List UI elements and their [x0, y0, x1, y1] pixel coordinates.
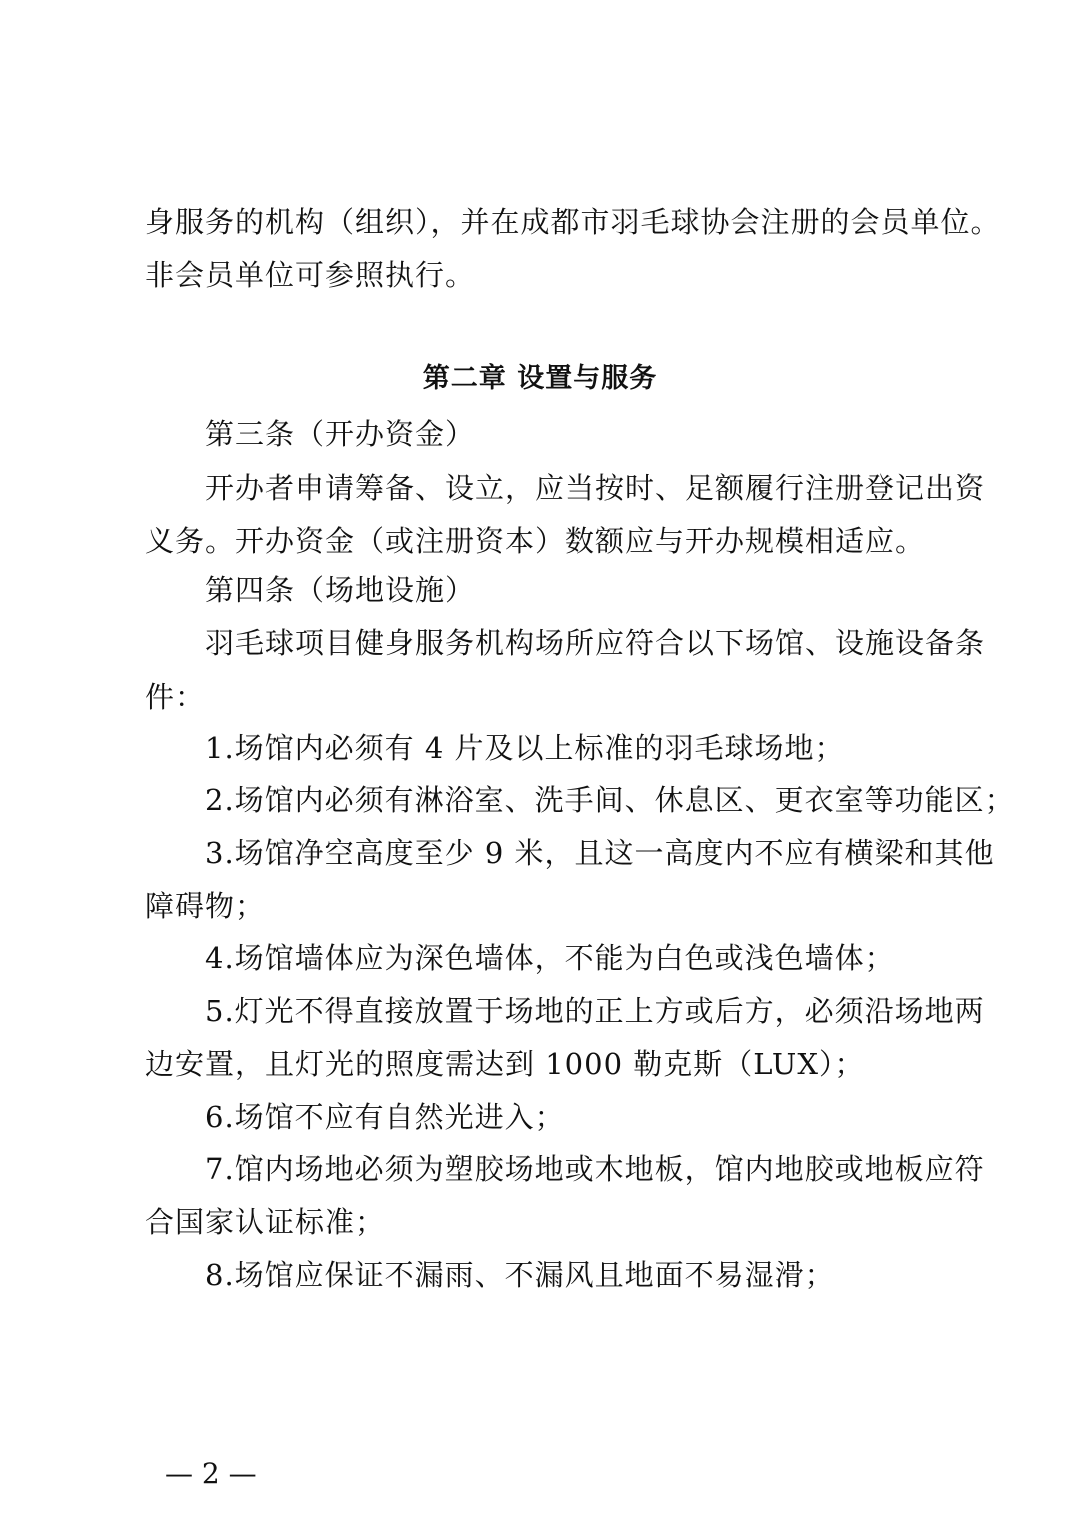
paragraph-line: 身服务的机构（组织），并在成都市羽毛球协会注册的会员单位。: [145, 205, 1001, 239]
chapter-heading: 第二章 设置与服务: [422, 363, 658, 394]
list-item: 3.场馆净空高度至少 9 米，且这一高度内不应有横梁和其他: [205, 836, 995, 870]
list-item: 2.场馆内必须有淋浴室、洗手间、休息区、更衣室等功能区；: [205, 783, 1015, 817]
list-item: 7.馆内场地必须为塑胶场地或木地板，馆内地胶或地板应符: [205, 1152, 985, 1186]
article-title: 第四条（场地设施）: [205, 573, 476, 607]
paragraph-line: 非会员单位可参照执行。: [145, 258, 476, 292]
article-body-line: 羽毛球项目健身服务机构场所应符合以下场馆、设施设备条: [205, 626, 986, 660]
list-item: 1.场馆内必须有 4 片及以上标准的羽毛球场地；: [205, 731, 845, 765]
article-title: 第三条（开办资金）: [205, 417, 476, 451]
article-body-line: 义务。开办资金（或注册资本）数额应与开办规模相适应。: [145, 524, 926, 558]
article-body-line: 开办者申请筹备、设立，应当按时、足额履行注册登记出资: [205, 471, 986, 505]
article-body-line: 件：: [145, 680, 206, 714]
page-number: — 2 —: [165, 1457, 257, 1490]
list-item: 5.灯光不得直接放置于场地的正上方或后方，必须沿场地两: [205, 994, 985, 1028]
list-item-continuation: 障碍物；: [145, 889, 266, 923]
list-item: 6.场馆不应有自然光进入；: [205, 1100, 565, 1134]
list-item: 4.场馆墙体应为深色墙体，不能为白色或浅色墙体；: [205, 941, 895, 975]
list-item-continuation: 合国家认证标准；: [145, 1205, 386, 1239]
list-item: 8.场馆应保证不漏雨、不漏风且地面不易湿滑；: [205, 1258, 835, 1292]
list-item-continuation: 边安置，且灯光的照度需达到 1000 勒克斯（LUX）；: [145, 1047, 865, 1081]
